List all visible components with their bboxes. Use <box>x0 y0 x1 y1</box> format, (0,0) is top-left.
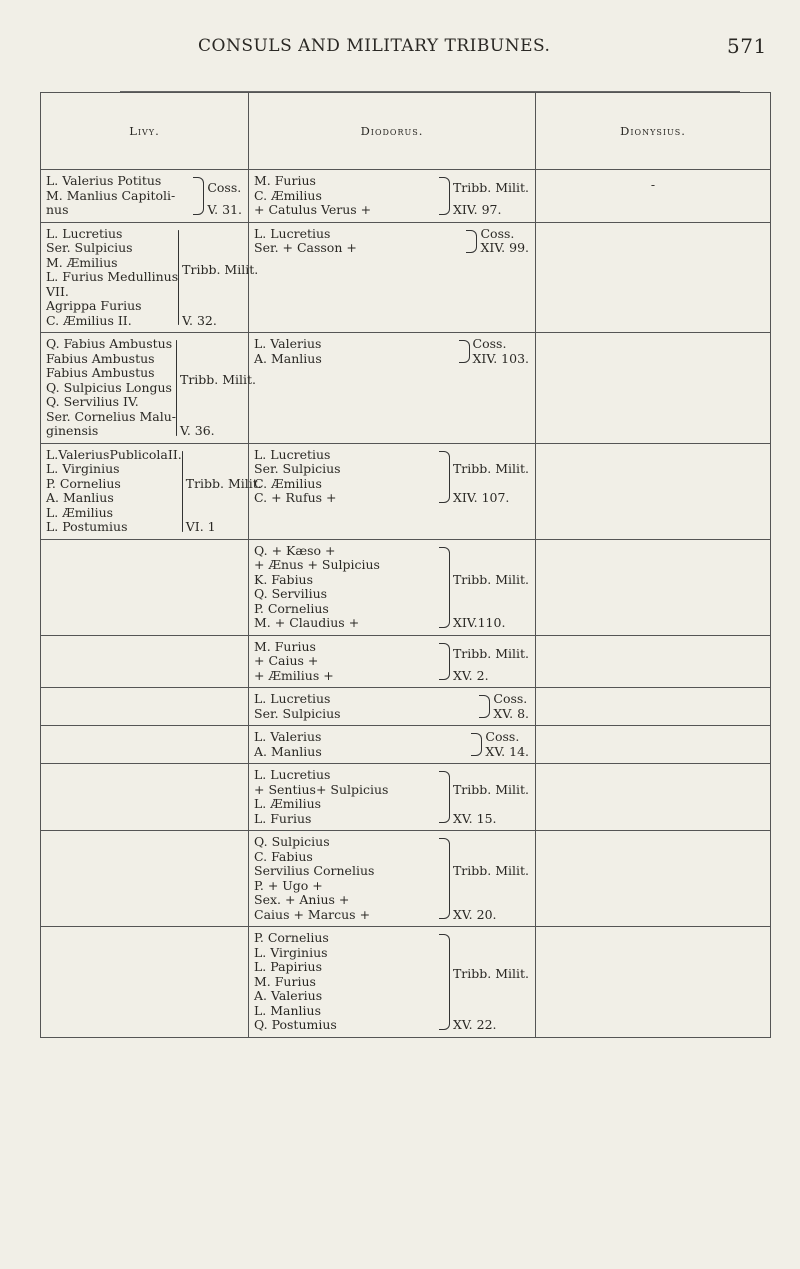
office-label: Coss. <box>207 180 242 196</box>
name-list <box>254 692 479 721</box>
magistrate-name: Q. Sulpicius <box>254 834 330 849</box>
livy-cell <box>41 764 249 831</box>
magistrate-name: L. Æmilius <box>254 796 322 811</box>
magistrate-name: Fabius Ambustus <box>46 365 155 380</box>
name-list <box>254 835 439 922</box>
brace <box>439 838 450 919</box>
dionysius-entry <box>536 636 770 652</box>
table-row <box>41 764 771 831</box>
dionysius-entry <box>536 726 770 742</box>
dionysius-entry <box>536 831 770 847</box>
diodorus-entry <box>249 333 535 370</box>
magistrate-name: L. Lucretius <box>254 767 331 782</box>
dionysius-cell <box>536 222 771 333</box>
dionysius-entry <box>536 927 770 943</box>
magistrate-name: Sex. + Anius + <box>254 892 350 907</box>
table-row <box>41 635 771 688</box>
dionysius-cell <box>536 688 771 726</box>
office-block <box>180 337 258 439</box>
dionysius-cell <box>536 539 771 635</box>
magistrate-name: L. Virginius <box>46 461 120 476</box>
brace <box>439 547 450 628</box>
magistrate-name: L. Virginius <box>254 944 328 960</box>
magistrate-name: P. Cornelius <box>254 600 329 616</box>
magistrate-name: P. Cornelius <box>254 930 329 945</box>
magistrate-name: Fabius Ambustus <box>46 350 155 366</box>
office-block <box>207 174 244 218</box>
magistrate-name: Q. Sulpicius Longus <box>46 379 172 395</box>
brace <box>193 177 204 215</box>
table-row <box>41 726 771 764</box>
brace <box>459 340 470 363</box>
dionysius-entry <box>536 333 770 349</box>
livy-entry <box>41 444 262 539</box>
magistrate-name: P. Cornelius <box>46 475 121 491</box>
book-reference: XV. 20. <box>452 906 497 922</box>
livy-cell <box>41 927 249 1038</box>
table-header-row <box>41 93 771 170</box>
diodorus-entry <box>249 688 535 725</box>
book-reference: XIV.110. <box>452 615 506 630</box>
table-row <box>41 333 771 444</box>
name-list <box>254 931 439 1033</box>
livy-entry <box>41 333 257 443</box>
dionysius-cell <box>536 831 771 927</box>
magistrate-name: M. Furius <box>254 638 316 654</box>
diodorus-entry <box>249 223 535 260</box>
office-label: Tribb. Milit. <box>452 180 529 196</box>
magistrate-name: Ser. Sulpicius <box>46 240 133 255</box>
magistrate-name: M. Furius <box>254 973 316 989</box>
magistrate-name: M. + Claudius + <box>254 615 360 630</box>
office-block <box>182 227 260 329</box>
book-reference: V. 32. <box>182 312 217 328</box>
office-block <box>453 544 531 631</box>
name-list <box>254 730 471 759</box>
table-row <box>41 170 771 223</box>
magistrate-name: L.ValeriusPublicolaII. <box>46 446 182 462</box>
book-reference: V. 36. <box>179 423 215 438</box>
office-label: Tribb. Milit. <box>452 461 529 476</box>
brace <box>471 733 482 756</box>
magistrate-name: Servilius Cornelius <box>254 863 375 878</box>
dionysius-entry: - <box>650 177 656 192</box>
magistrate-name: L. Valerius <box>254 729 322 744</box>
magistrate-name: L. Furius Medullinus <box>46 269 179 284</box>
diodorus-cell <box>249 635 536 688</box>
diodorus-entry <box>249 764 535 830</box>
livy-cell <box>41 688 249 726</box>
magistrate-name: + Sentius+ Sulpicius <box>254 781 389 797</box>
office-block <box>453 640 531 684</box>
livy-cell <box>41 222 259 333</box>
magistrate-name: ginensis <box>46 423 99 438</box>
magistrate-name: C. Fabius <box>254 848 313 864</box>
book-reference: XIV. 99. <box>480 240 529 255</box>
diodorus-entry <box>249 170 535 222</box>
magistrate-name: K. Fabius <box>254 571 314 587</box>
column-header-diodorus: Diodorus. <box>249 93 536 170</box>
office-block <box>480 227 531 256</box>
table-row <box>41 831 771 927</box>
magistrate-name: L. Valerius Potitus <box>46 173 162 188</box>
magistrate-name: C. Æmilius <box>254 475 322 491</box>
magistrate-name: + Caius + <box>254 653 319 668</box>
column-header-livy: Livy. <box>41 93 249 170</box>
magistrate-name: Ser. + Casson + <box>254 240 357 255</box>
book-reference: XV. 8. <box>493 705 529 721</box>
livy-entry <box>41 170 248 222</box>
brace <box>439 643 450 681</box>
livy-cell <box>41 333 257 444</box>
magistrate-name: L. Furius <box>254 810 312 826</box>
brace <box>178 230 179 326</box>
dionysius-cell <box>536 764 771 831</box>
magistrate-name: Q. Servilius IV. <box>46 394 139 409</box>
brace <box>182 451 183 532</box>
office-block <box>453 768 531 826</box>
magistrate-name: L. Lucretius <box>254 691 331 706</box>
diodorus-entry <box>249 927 535 1037</box>
name-list <box>46 227 178 329</box>
table-row <box>41 222 771 333</box>
magistrate-name: Q. + Kæso + <box>254 542 336 558</box>
magistrate-name: L. Lucretius <box>46 225 123 241</box>
book-reference: XV. 22. <box>452 1017 497 1032</box>
office-label: Coss. <box>485 729 520 744</box>
diodorus-cell <box>249 222 536 333</box>
office-label: Tribb. Milit. <box>452 645 529 661</box>
magistrate-name: Ser. Sulpicius <box>254 461 341 476</box>
magistrate-name: + Catulus Verus + <box>254 202 372 217</box>
magistrate-name: A. Valerius <box>254 988 323 1003</box>
magistrate-name: L. Lucretius <box>254 225 331 241</box>
magistrate-name: C. + Rufus + <box>254 490 337 505</box>
diodorus-entry <box>249 444 535 510</box>
office-block <box>453 448 531 506</box>
dionysius-entry <box>536 444 770 460</box>
office-block <box>453 931 531 1033</box>
diodorus-cell <box>249 333 536 444</box>
table-row <box>41 688 771 726</box>
page-number: 571 <box>727 34 767 58</box>
name-list <box>46 337 176 439</box>
magistrate-name: P. + Ugo + <box>254 877 323 893</box>
livy-cell <box>41 831 249 927</box>
magistrate-name: M. Furius <box>254 173 316 188</box>
dionysius-cell <box>536 443 771 539</box>
dionysius-entry <box>536 223 770 239</box>
office-label: Coss. <box>493 691 528 706</box>
office-label: Tribb. Milit. <box>185 475 262 491</box>
office-label: Tribb. Milit. <box>179 372 257 388</box>
magistrate-name: L. Papirius <box>254 959 322 974</box>
magistrate-name: L. Lucretius <box>254 446 331 462</box>
book-reference: XV. 2. <box>452 667 489 683</box>
magistrate-name: Q. Postumius <box>254 1017 337 1032</box>
office-label: Coss. <box>472 336 507 351</box>
brace <box>466 230 477 253</box>
magistrate-name: nus <box>46 202 69 217</box>
magistrate-name: L. Valerius <box>254 336 322 351</box>
comparison-table <box>40 92 771 1038</box>
magistrate-name: L. Manlius <box>254 1002 322 1018</box>
livy-entry <box>41 223 259 333</box>
dionysius-entry <box>536 540 770 556</box>
diodorus-cell <box>249 726 536 764</box>
book-reference: V. 31. <box>207 202 242 217</box>
livy-cell <box>41 539 249 635</box>
magistrate-name: A. Manlius <box>254 350 322 366</box>
name-list <box>254 174 439 218</box>
livy-cell <box>41 170 249 223</box>
book-reference: XIV. 97. <box>452 202 502 217</box>
name-list <box>46 174 193 218</box>
magistrate-name: L. Æmilius <box>46 504 114 520</box>
magistrate-name: Caius + Marcus + <box>254 906 371 922</box>
name-list <box>254 337 459 366</box>
name-list <box>46 448 182 535</box>
diodorus-cell <box>249 170 536 223</box>
running-title: CONSULS AND MILITARY TRIBUNES. <box>198 36 551 56</box>
column-header-dionysius: Dionysius. <box>536 93 771 170</box>
office-label: Tribb. Milit. <box>452 966 529 982</box>
diodorus-entry <box>249 540 535 635</box>
brace <box>439 177 450 215</box>
magistrate-name: Q. Servilius <box>254 586 328 601</box>
name-list <box>254 227 466 256</box>
office-label: Coss. <box>480 225 515 241</box>
book-reference: VI. 1 <box>185 519 216 534</box>
dionysius-cell <box>536 170 771 223</box>
magistrate-name: C. Æmilius <box>254 187 322 203</box>
magistrate-name: A. Manlius <box>254 743 322 759</box>
brace <box>479 695 490 718</box>
magistrate-name: M. Æmilius <box>46 254 118 270</box>
office-block <box>453 835 531 922</box>
diodorus-entry <box>249 831 535 926</box>
magistrate-name: + Æmilius + <box>254 667 334 683</box>
magistrate-name: C. Æmilius II. <box>46 312 132 328</box>
diodorus-cell <box>249 443 536 539</box>
magistrate-name: Agrippa Furius <box>46 298 142 313</box>
magistrate-name: Ser. Cornelius Malu- <box>46 408 176 424</box>
dionysius-cell <box>536 635 771 688</box>
diodorus-entry <box>249 726 535 763</box>
magistrate-name: L. Postumius <box>46 519 128 534</box>
livy-cell <box>41 443 262 539</box>
diodorus-entry <box>249 636 535 688</box>
table-row <box>41 539 771 635</box>
diodorus-cell <box>249 927 536 1038</box>
office-block <box>473 337 531 366</box>
office-block <box>186 448 264 535</box>
name-list <box>254 768 439 826</box>
magistrate-name: Q. Fabius Ambustus <box>46 336 173 351</box>
magistrate-name: M. Manlius Capitoli- <box>46 187 176 203</box>
magistrate-name: A. Manlius <box>46 490 114 505</box>
dionysius-cell <box>536 726 771 764</box>
brace <box>439 451 450 503</box>
book-reference: XIV. 107. <box>452 490 510 505</box>
office-block <box>493 692 531 721</box>
diodorus-cell <box>249 688 536 726</box>
livy-cell <box>41 635 249 688</box>
name-list <box>254 448 439 506</box>
magistrate-name: Ser. Sulpicius <box>254 705 341 721</box>
office-label: Tribb. Milit. <box>452 863 529 878</box>
dionysius-cell <box>536 927 771 1038</box>
dionysius-entry <box>536 688 770 704</box>
office-label: Tribb. Milit. <box>182 261 259 277</box>
magistrate-name: + Ænus + Sulpicius <box>254 557 380 572</box>
diodorus-cell <box>249 764 536 831</box>
name-list <box>254 640 439 684</box>
magistrate-name: VII. <box>46 283 69 299</box>
office-block <box>485 730 531 759</box>
diodorus-cell <box>249 539 536 635</box>
livy-cell <box>41 726 249 764</box>
dionysius-cell <box>536 333 771 444</box>
book-reference: XV. 14. <box>485 743 529 759</box>
office-label: Tribb. Milit. <box>452 571 529 587</box>
name-list <box>254 544 439 631</box>
dionysius-entry <box>536 764 770 780</box>
office-block <box>453 174 531 218</box>
book-reference: XV. 15. <box>452 810 497 826</box>
book-reference: XIV. 103. <box>472 350 529 366</box>
brace <box>176 340 177 436</box>
table-row <box>41 927 771 1038</box>
diodorus-cell <box>249 831 536 927</box>
table-row <box>41 443 771 539</box>
brace <box>439 934 450 1030</box>
office-label: Tribb. Milit. <box>452 781 529 797</box>
brace <box>439 771 450 823</box>
